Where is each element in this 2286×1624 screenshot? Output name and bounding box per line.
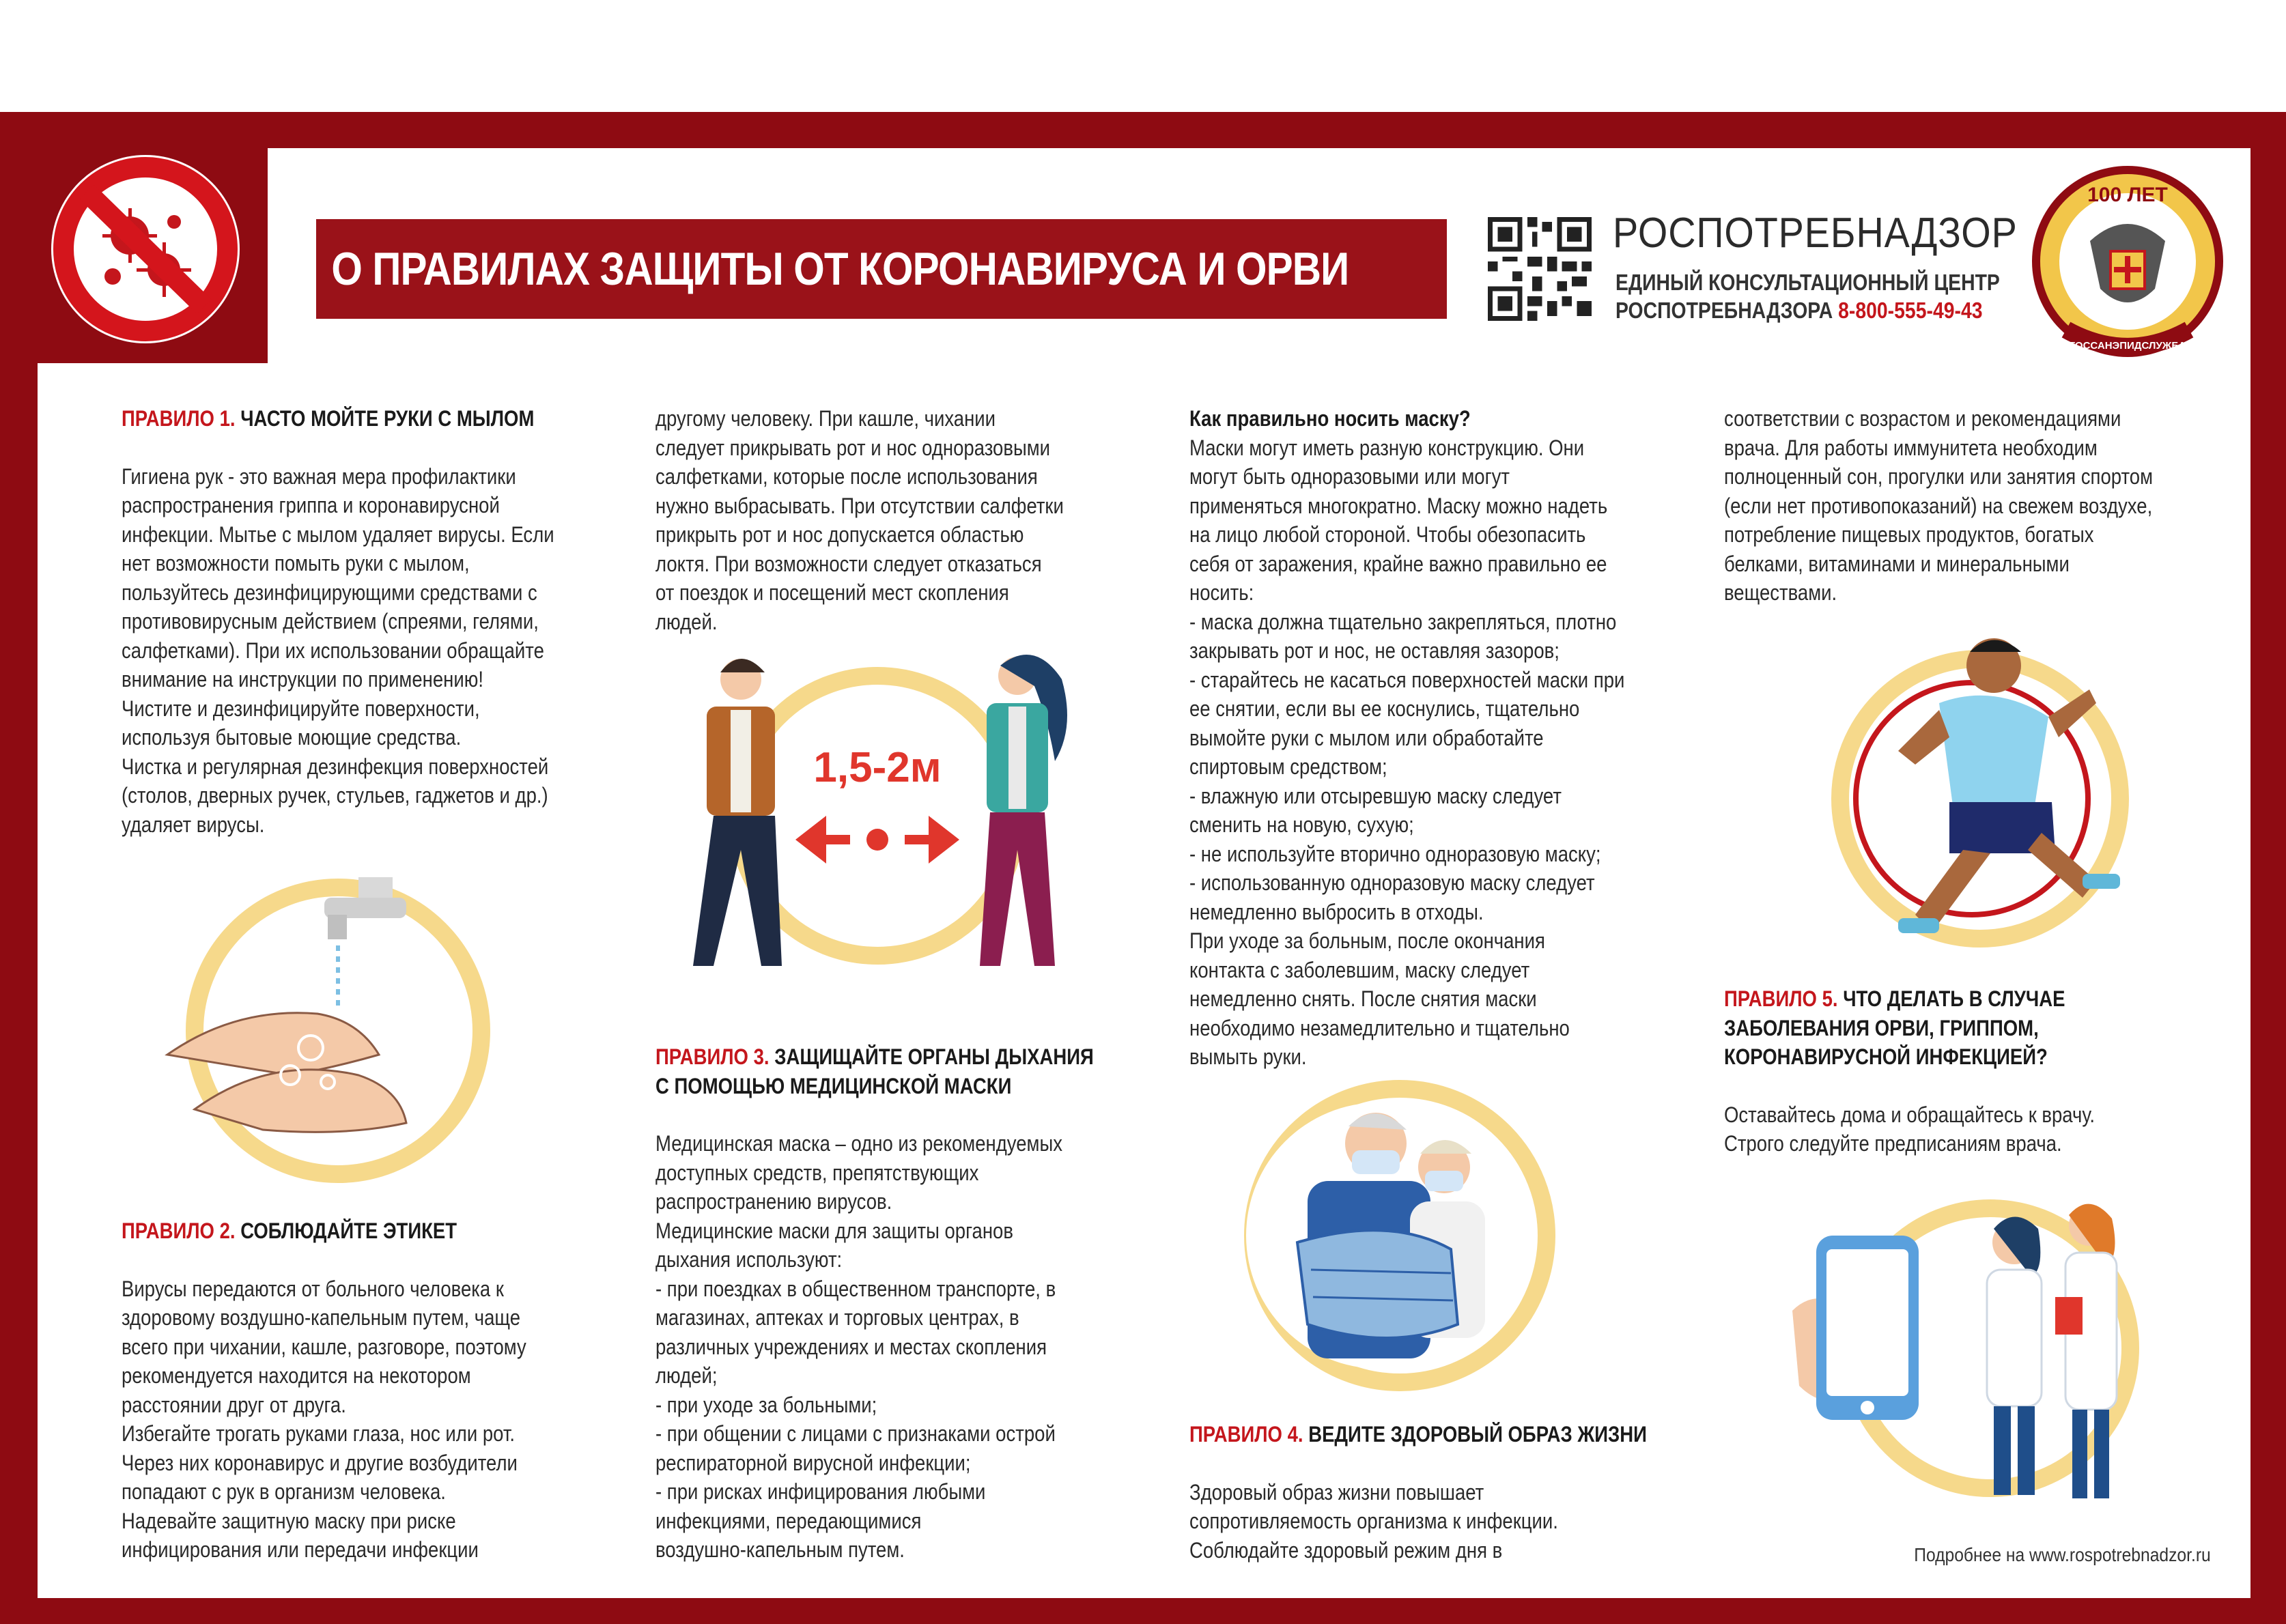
text-line: - не используйте вторично одноразовую маску; [1189, 841, 1601, 866]
text-line: людей. [655, 609, 718, 634]
rule5-heading-line1 [1724, 984, 2147, 1014]
text-line: салфетками, которые после использования [655, 464, 1038, 489]
rule2-body [122, 1274, 613, 1565]
text-line: - при уходе за больными; [655, 1392, 877, 1417]
agency-name: РОСПОТРЕБНАДЗОР [1613, 210, 2018, 257]
rule5-label: ПРАВИЛО 5. [1724, 986, 1838, 1011]
text-line: Избегайте трогать руками глаза, нос или рот. [122, 1421, 516, 1446]
text-line: Гигиена рук - это важная мера профилактики [122, 464, 516, 489]
mask-howto-body [1189, 433, 1681, 1072]
text-line: следует прикрывать рот и нос одноразовыми [655, 435, 1051, 460]
text-line: используя бытовые моющие средства. [122, 725, 462, 750]
text-line: - при рисках инфицирования любыми [655, 1479, 986, 1504]
masked-couple-illustration [1232, 1079, 1574, 1399]
qr-code-icon[interactable] [1486, 217, 1594, 321]
text-line: веществами. [1724, 580, 1837, 605]
text-line: инфицирования или передачи инфекции [122, 1537, 479, 1562]
text-line: себя от заражения, крайне важно правильно ее [1189, 551, 1607, 576]
rule5-title1: ЧТО ДЕЛАТЬ В СЛУЧАЕ [1843, 986, 2065, 1011]
text-line: - при поездках в общественном транспорте, в [655, 1276, 1056, 1301]
text-line: людей; [655, 1363, 718, 1388]
text-line: рекомендуется находится на некотором [122, 1363, 471, 1388]
column-4 [1724, 404, 2216, 608]
text-line: Через них коронавирус и другие возбудители [122, 1450, 518, 1475]
text-line: внимание на инструкции по применению! [122, 667, 483, 692]
text-line: потребление пищевых продуктов, богатых [1724, 522, 2094, 547]
text-line: магазинах, аптеках и торговых центрах, в [655, 1305, 1019, 1330]
social-distance-illustration [652, 645, 1096, 986]
text-line: (столов, дверных ручек, стульев, гаджетов и др.) [122, 783, 548, 808]
hotline-phone[interactable]: 8-800-555-49-43 [1838, 298, 1983, 323]
rule3-heading-line2: С ПОМОЩЬЮ МЕДИЦИНСКОЙ МАСКИ [655, 1073, 1012, 1098]
text-line: здоровому воздушно-капельным путем, чаще [122, 1305, 521, 1330]
text-line: Надевайте защитную маску при риске [122, 1508, 456, 1533]
text-line: распространения гриппа и коронавирусной [122, 493, 500, 517]
text-line: Здоровый образ жизни повышает [1189, 1479, 1484, 1505]
rule1-title: ЧАСТО МОЙТЕ РУКИ С МЫЛОМ [240, 406, 535, 431]
rule3-label: ПРАВИЛО 3. [655, 1044, 770, 1069]
text-line: - использованную одноразовую маску следует [1189, 870, 1595, 895]
text-line: При уходе за больным, после окончания [1189, 928, 1545, 953]
consult-center-line1: ЕДИНЫЙ КОНСУЛЬТАЦИОННЫЙ ЦЕНТР [1615, 270, 2000, 295]
text-line: - маска должна тщательно закрепляться, плотно [1189, 609, 1617, 634]
rule2-body-continued [655, 404, 1147, 636]
text-line: врача. Для работы иммунитета необходим [1724, 435, 2098, 460]
text-line: всего при чихании, кашле, разговоре, поэтому [122, 1334, 526, 1359]
footer-website[interactable]: Подробнее на www.rospotrebnadzor.ru [1914, 1544, 2211, 1565]
column-3 [1189, 404, 1681, 1072]
emblem-top-text: 100 ЛЕТ [2087, 184, 2168, 206]
text-line: немедленно снять. После снятия маски [1189, 986, 1537, 1011]
emblem-bottom-text: ГОССАНЭПИДСЛУЖБА [2069, 340, 2186, 352]
text-line: доступных средств, препятствующих [655, 1160, 979, 1185]
text-line: нет возможности помыть руки с мылом, [122, 551, 470, 575]
runner-illustration [1796, 628, 2151, 976]
rule2-title: СОБЛЮДАЙТЕ ЭТИКЕТ [240, 1219, 457, 1243]
text-line: Чистите и дезинфицируйте поверхности, [122, 696, 480, 721]
text-line: распространению вирусов. [655, 1189, 892, 1214]
text-line: вымойте руки с мылом или обработайте [1189, 725, 1544, 750]
text-line: попадают с рук в организм человека. [122, 1479, 446, 1504]
text-line: на лицо любой стороной. Чтобы обезопасить [1189, 522, 1586, 547]
rule4-body [1189, 1478, 1681, 1565]
rule5-heading-line3: КОРОНАВИРУСНОЙ ИНФЕКЦИЕЙ? [1724, 1044, 2048, 1069]
text-line: локтя. При возможности следует отказаться [655, 551, 1042, 576]
consult-center-line2 [1615, 298, 1983, 324]
column-4-lower [1724, 984, 2216, 1158]
text-line: от поездок и посещений мест скопления [655, 580, 1009, 605]
rule3-heading-line1 [655, 1042, 1094, 1072]
rule3-title1: ЗАЩИЩАЙТЕ ОРГАНЫ ДЫХАНИЯ [774, 1044, 1094, 1069]
text-line: ее снятии, если вы ее коснулись, тщательно [1189, 696, 1580, 721]
text-line: - при общении с лицами с признаками острой [655, 1421, 1056, 1446]
column-2 [655, 404, 1147, 636]
text-line: немедленно выбросить в отходы. [1189, 899, 1484, 924]
text-line: салфетками). При их использовании обращайте [122, 638, 544, 663]
rule2-heading [122, 1216, 544, 1246]
text-line: Строго следуйте предписаниям врача. [1724, 1131, 2062, 1156]
mask-howto-heading: Как правильно носить маску? [1189, 406, 1471, 431]
text-line: носить: [1189, 580, 1254, 605]
text-line: спиртовым средством; [1189, 754, 1387, 779]
text-line: белками, витаминами и минеральными [1724, 551, 2070, 576]
rule5-body [1724, 1100, 2216, 1158]
doctor-consultation-illustration [1786, 1188, 2175, 1509]
text-line: Оставайтесь дома и обращайтесь к врачу. [1724, 1102, 2095, 1127]
text-line: - влажную или отсыревшую маску следует [1189, 783, 1562, 808]
rule4-body-continued [1724, 404, 2216, 608]
column-3-lower [1189, 1420, 1681, 1565]
text-line: расстоянии друг от друга. [122, 1392, 346, 1417]
rule3-body [655, 1129, 1147, 1565]
text-line: различных учреждениях и местах скопления [655, 1334, 1047, 1359]
text-line: респираторной вирусной инфекции; [655, 1450, 971, 1475]
rule4-title: ВЕДИТЕ ЗДОРОВЫЙ ОБРАЗ ЖИЗНИ [1308, 1422, 1647, 1447]
rule1-heading [122, 404, 544, 433]
rule1-label: ПРАВИЛО 1. [122, 406, 236, 431]
text-line: полноценный сон, прогулки или занятия спортом [1724, 464, 2153, 489]
text-line: Вирусы передаются от больного человека к [122, 1276, 504, 1301]
text-line: необходимо незамедлительно и тщательно [1189, 1015, 1570, 1040]
text-line: Соблюдайте здоровый режим дня в [1189, 1537, 1503, 1563]
emblem-100-years-icon [2025, 159, 2230, 364]
text-line: прикрыть рот и нос допускается областью [655, 522, 1024, 547]
rule4-heading [1189, 1420, 1647, 1449]
text-line: соответствии с возрастом и рекомендациями [1724, 406, 2121, 431]
rule4-label: ПРАВИЛО 4. [1189, 1422, 1303, 1447]
text-line: Маски могут иметь разную конструкцию. Они [1189, 435, 1585, 460]
text-line: - старайтесь не касаться поверхностей маски при [1189, 667, 1625, 692]
consult-center-name: РОСПОТРЕБНАДЗОРА [1615, 298, 1833, 323]
text-line: сменить на новую, сухую; [1189, 812, 1414, 837]
poster-title: О ПРАВИЛАХ ЗАЩИТЫ ОТ КОРОНАВИРУСА И ОРВИ [331, 243, 1349, 295]
no-virus-icon [38, 147, 253, 352]
text-line: сопротивляемость организма к инфекции. [1189, 1509, 1558, 1533]
text-line: Чистка и регулярная дезинфекция поверхностей [122, 754, 549, 779]
text-line: удаляет вирусы. [122, 812, 265, 837]
rule2-label: ПРАВИЛО 2. [122, 1219, 236, 1243]
column-2-lower [655, 1042, 1147, 1565]
text-line: пользуйтесь дезинфицирующими средствами с [122, 580, 537, 605]
text-line: (если нет противопоказаний) на свежем воздухе, [1724, 493, 2153, 518]
text-line: закрывать рот и нос, не оставляя зазоров; [1189, 638, 1560, 663]
text-line: инфекции. Мытье с мылом удаляет вирусы. Если [122, 522, 554, 547]
poster-title-bar [316, 219, 1447, 319]
text-line: нужно выбрасывать. При отсутствии салфетки [655, 493, 1064, 518]
text-line: могут быть одноразовыми или могут [1189, 464, 1510, 489]
column-1 [122, 404, 613, 839]
text-line: применяться многократно. Маску можно надеть [1189, 493, 1608, 518]
column-1-lower [122, 1216, 613, 1565]
text-line: дыхания используют: [655, 1247, 843, 1272]
text-line: Медицинская маска – одно из рекомендуемых [655, 1131, 1062, 1156]
text-line: вымыть руки. [1189, 1044, 1307, 1069]
rule1-body [122, 462, 613, 840]
rule5-heading-line2: ЗАБОЛЕВАНИЯ ОРВИ, ГРИППОМ, [1724, 1015, 2039, 1040]
distance-label: 1,5-2м [813, 744, 942, 791]
text-line: Медицинские маски для защиты органов [655, 1218, 1013, 1243]
text-line: противовирусным действием (спреями, гелями, [122, 609, 539, 633]
text-line: контакта с заболевшим, маску следует [1189, 957, 1530, 982]
text-line: другому человеку. При кашле, чихании [655, 406, 996, 431]
handwashing-illustration [154, 850, 495, 1184]
text-line: инфекциями, передающимися [655, 1508, 922, 1533]
text-line: воздушно-капельным путем. [655, 1537, 905, 1562]
